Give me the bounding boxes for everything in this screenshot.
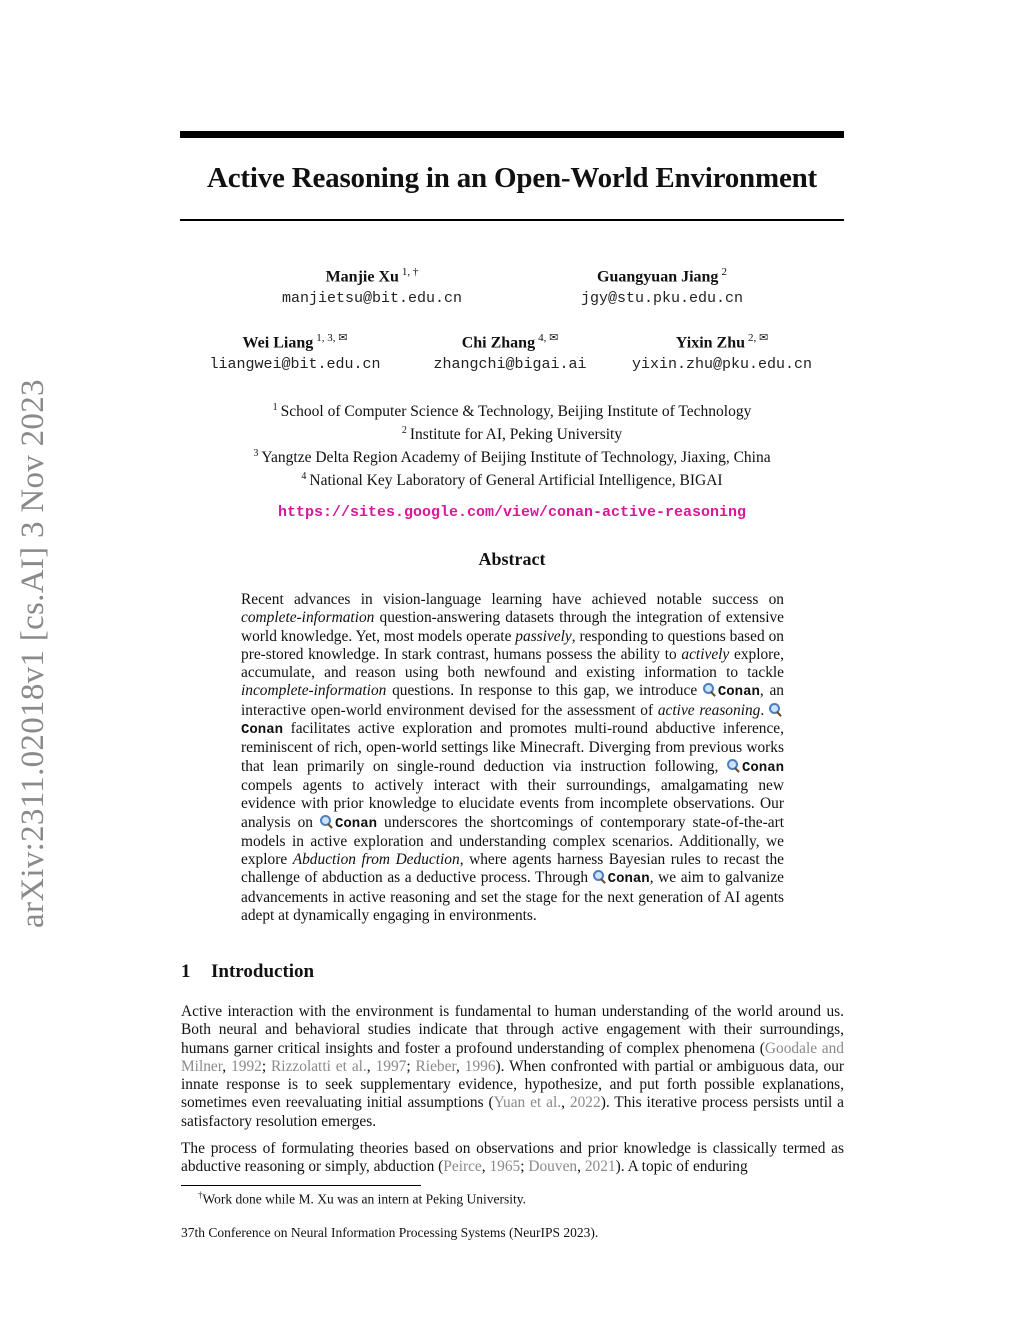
- intro-paragraph-1: Active interaction with the environment is fundamental to human understanding of the world around us. Both neural and behavioral studies indicate that through active engagement with their surroundings, humans garner critical insights and foster a profound understanding of complex phenomena (Goodale and Milner, 1992; Rizzolatti et al., 1997; Rieber, 1996). When confronted with partial or ambiguous data, our innate response is to seek supplementary evidence, hypothesize, and put forth possible explanations, sometimes even reevaluating initial assumptions (Yuan et al., 2022). This iterative process persists until a satisfactory resolution emerges.: [181, 1003, 845, 1130]
- affiliation-line: $^4$ National Key Laboratory of General Artificial Intelligence, BIGAI: [301, 471, 723, 490]
- author-email[interactable]: manjietsu@bit.edu.cn: [281, 290, 463, 308]
- magnifier-icon: [769, 703, 782, 716]
- citation-link[interactable]: Peirce: [443, 1158, 482, 1176]
- citation-link[interactable]: 2021: [584, 1158, 616, 1176]
- author-email[interactable]: jgy@stu.pku.edu.cn: [580, 290, 744, 308]
- conan-name: Conan: [741, 759, 784, 776]
- author-block: [252, 266, 492, 307]
- citation-link[interactable]: 1992: [231, 1057, 262, 1075]
- affiliation-line: $^2$ Institute for AI, Peking University: [401, 425, 623, 444]
- author-affil-marks: 2, ✉: [748, 332, 769, 344]
- footnote-rule: [181, 1185, 421, 1186]
- author-affil-marks: 4, ✉: [538, 332, 559, 344]
- author-block: [542, 266, 782, 307]
- citation-link[interactable]: Douven: [528, 1158, 578, 1176]
- author-block: [405, 331, 615, 373]
- citation-link[interactable]: Rizzolatti et al.: [271, 1057, 367, 1075]
- author-block: [185, 331, 405, 373]
- title-bottom-rule: [180, 219, 844, 221]
- author-name: Yixin Zhu: [675, 334, 745, 352]
- author-affil-marks: 1, †: [401, 266, 419, 278]
- venue-note: 37th Conference on Neural Information Processing Systems (NeurIPS 2023).: [181, 1225, 599, 1240]
- section-heading: 1 Introduction: [181, 961, 315, 982]
- author-name: Manjie Xu: [325, 268, 399, 286]
- intro-paragraph-2: The process of formulating theories based on observations and prior knowledge is classically termed as abductive reasoning or simply, abduction (Peirce, 1965; Douven, 2021). A topic of enduring: [181, 1140, 844, 1176]
- author-name: Guangyuan Jiang: [597, 268, 719, 286]
- author-name: Chi Zhang: [461, 334, 536, 352]
- affiliation-line: $^3$ Yangtze Delta Region Academy of Beijing Institute of Technology, Jiaxing, China: [253, 448, 771, 467]
- paper-title: Active Reasoning in an Open-World Environment: [207, 162, 817, 194]
- author-name: Wei Liang: [242, 334, 314, 352]
- abstract-body: Recent advances in vision-language learning have achieved notable success on complete-information question-answering datasets through the integration of extensive world knowledge. Yet, most models operate passively, responding to questions based on pre-stored knowledge. In stark contrast, humans possess the ability to actively explore, accumulate, and reason using both newfound and existing information to tackle incomplete-information questions. In response to this gap, we introduce Conan, an interactive open-world environment devised for the assessment of active reasoning. Conan facilitates active exploration and promotes multi-round abductive inference, reminiscent of rich, open-world settings like Minecraft. Diverging from previous works that lean primarily on single-round deduction via instruction following, Conan compels agents to actively interact with their surroundings, amalgamating new evidence with prior knowledge to elucidate events from incomplete observations. Our analysis on Conan underscores the shortcomings of contemporary state-of-the-art models in active exploration and understanding complex scenarios. Additionally, we explore Abduction from Deduction, where agents harness Bayesian rules to recast the challenge of abduction as a deductive process. Through Conan, we aim to galvanize advancements in active reasoning and set the stage for the next generation of AI agents adept at dynamically engaging in environments.: [241, 591, 784, 925]
- citation-link[interactable]: 1996: [464, 1057, 496, 1075]
- project-url-link[interactable]: https://sites.google.com/view/conan-active-reasoning: [277, 504, 747, 521]
- citation-link[interactable]: Yuan et al.: [493, 1094, 562, 1112]
- author-affil-marks: 1, 3, ✉: [316, 332, 348, 344]
- magnifier-icon: [320, 815, 333, 828]
- citation-link[interactable]: 1997: [375, 1057, 407, 1075]
- conan-name: Conan: [717, 684, 760, 701]
- magnifier-icon: [703, 683, 716, 696]
- citation-link[interactable]: 1965: [489, 1158, 521, 1176]
- citation-link[interactable]: 2022: [569, 1094, 601, 1112]
- affiliations: [0, 398, 1024, 491]
- abstract-heading: Abstract: [478, 549, 546, 569]
- author-email[interactable]: zhangchi@bigai.ai: [433, 356, 587, 374]
- title-top-rule: [180, 131, 844, 138]
- citation-link[interactable]: Goodale and Milner: [181, 1039, 844, 1075]
- author-affil-marks: 2: [721, 266, 727, 278]
- footnote: †Work done while M. Xu was an intern at Peking University.: [198, 1190, 526, 1207]
- author-email[interactable]: yixin.zhu@pku.edu.cn: [631, 356, 813, 374]
- author-block: [612, 331, 832, 373]
- magnifier-icon: [593, 870, 606, 883]
- affiliation-line: $^1$ School of Computer Science & Technology, Beijing Institute of Technology: [272, 402, 752, 421]
- arxiv-identifier: arXiv:2311.02018v1 [cs.AI] 3 Nov 2023: [15, 379, 51, 928]
- conan-name: Conan: [241, 722, 284, 739]
- conan-name: Conan: [334, 815, 377, 832]
- magnifier-icon: [727, 759, 740, 772]
- author-email[interactable]: liangwei@bit.edu.cn: [209, 356, 381, 374]
- citation-link[interactable]: Rieber: [415, 1057, 456, 1075]
- conan-name: Conan: [607, 871, 650, 888]
